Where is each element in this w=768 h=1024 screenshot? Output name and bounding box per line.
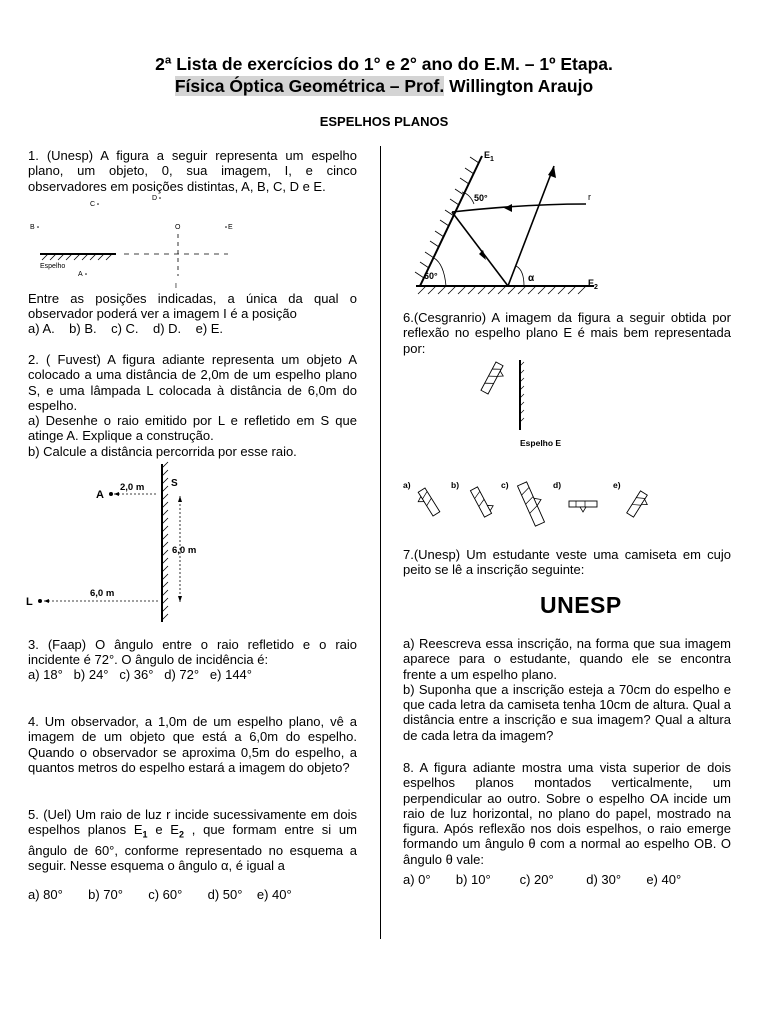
q6-option-c-figure bbox=[517, 479, 550, 526]
q5-e1-hatching bbox=[415, 157, 479, 278]
q6-option-b-figure bbox=[470, 485, 496, 518]
q5-label-e2: $E_2$ bbox=[588, 278, 598, 291]
question-7-item-b: b) Suponha que a inscrição esteja a 70cm do espelho e que cada letra da camiseta tenha 10cm de altura. Qual a distância entre a inscrição e sua imagem? Qual a altura de cada letra da imagem? bbox=[403, 681, 731, 743]
question-4-stem: 4. Um observador, a 1,0m de um espelho plano, vê a imagem de um objeto que está a 6,0m do espelho. Quando o observador se aproxima 0,5m do espelho, a quantos metros do espelho estará a imagem do objeto? bbox=[28, 714, 357, 775]
q5-text-3: , que formam entre si um ângulo de 60°, conforme representado no esquema a seguir. Nesse esquema o ângulo α, é igual a bbox=[28, 822, 357, 874]
q5-figure bbox=[404, 148, 614, 298]
q6-option-b-label: b) bbox=[451, 480, 460, 490]
q5-mirror-e1 bbox=[420, 156, 482, 286]
q1-point-d bbox=[159, 197, 161, 199]
q7-inscription: UNESP bbox=[540, 592, 622, 618]
question-2-stem: 2. ( Fuvest) A figura adiante representa um objeto A colocado a uma distância de 2,0m de um espelho plano S, e uma lâmpada L colocada à distância de 6,0m do espelho. bbox=[28, 352, 357, 413]
q6-option-d-label: d) bbox=[553, 480, 562, 490]
q5-label-60: 60° bbox=[424, 271, 438, 281]
question-2 bbox=[28, 352, 357, 459]
question-7-stem: 7.(Unesp) Um estudante veste uma camiseta em cujo peito se lê a inscrição seguinte: bbox=[403, 547, 731, 578]
q2-height-arrow-bottom bbox=[178, 596, 182, 602]
q5-label-50: 50° bbox=[474, 193, 488, 203]
q1-label-i: I bbox=[175, 283, 177, 290]
q1-label-d: D bbox=[152, 195, 158, 202]
q6-option-e-figure bbox=[627, 491, 652, 520]
q6-figure bbox=[478, 360, 598, 452]
q5-arc-alpha bbox=[516, 266, 524, 286]
q2-label-a: A bbox=[96, 489, 104, 501]
question-3-options: a) 18° b) 24° c) 36° d) 72° e) 144° bbox=[28, 667, 252, 682]
q6-option-d-figure bbox=[569, 501, 597, 512]
question-8-options: a) 0° b) 10° c) 20° d) 30° e) 40° bbox=[403, 872, 682, 887]
q1-point-c bbox=[97, 203, 99, 205]
column-divider bbox=[380, 146, 381, 939]
q1-figure bbox=[28, 192, 248, 292]
question-6-stem: 6.(Cesgranrio) A imagem da figura a seguir obtida por reflexão no espelho plano E é mais bem representada por: bbox=[403, 310, 731, 356]
q5-e2-hatching bbox=[418, 286, 586, 294]
question-5-options: a) 80° b) 70° c) 60° d) 50° e) 40° bbox=[28, 887, 292, 902]
q6-option-a-label: a) bbox=[403, 480, 411, 490]
subtitle-author: Willington Araujo bbox=[444, 76, 594, 96]
q2-distance-a-arrow bbox=[114, 492, 119, 496]
q6-option-c-label: c) bbox=[501, 480, 509, 490]
q1-point-b bbox=[37, 226, 39, 228]
question-1-stem: 1. (Unesp) A figura a seguir representa um espelho plano, um objeto, 0, sua imagem, I, e cinco observadores em posições distintas, A, B, C, D e E. bbox=[28, 148, 357, 194]
q1-label-a: A bbox=[78, 271, 83, 278]
q6-option-e-label: e) bbox=[613, 480, 621, 490]
question-1-question: Entre as posições indicadas, a única da qual o observador poderá ver a imagem I é a posição bbox=[28, 291, 357, 322]
q2-label-6m-l: 6,0 m bbox=[90, 588, 115, 599]
q1-point-a bbox=[85, 273, 87, 275]
question-3-stem: 3. (Faap) O ângulo entre o raio refletido e o raio incidente é 72°. O ângulo de incidência é: bbox=[28, 637, 357, 668]
question-2-item-b: b) Calcule a distância percorrida por esse raio. bbox=[28, 443, 297, 459]
q1-label-c: C bbox=[90, 201, 96, 208]
question-7-items bbox=[403, 636, 731, 743]
q5-text-2: e E bbox=[147, 822, 179, 838]
q2-object-a bbox=[109, 492, 113, 496]
q5-text-1: 5. (Uel) Um raio de luz r incide sucessivamente em dois espelhos planos E bbox=[28, 807, 357, 838]
q5-sub-2: 2 bbox=[178, 829, 184, 840]
q6-options-figure bbox=[403, 478, 663, 538]
page-title: 2ª Lista de exercícios do 1° e 2° ano do E.M. – 1º Etapa. bbox=[155, 54, 613, 74]
q5-incident-ray bbox=[452, 204, 586, 212]
q5-label-e1: $E_1$ bbox=[484, 150, 494, 163]
q1-point-e bbox=[225, 226, 227, 228]
q6-option-a-figure bbox=[414, 488, 440, 519]
section-title: ESPELHOS PLANOS bbox=[319, 114, 449, 129]
question-5-stem bbox=[28, 807, 357, 874]
question-8-stem: 8. A figura adiante mostra uma vista superior de dois espelhos planos montados verticalmente, um perpendicular ao outro. Sobre o espelho OA incide um raio de luz horizontal, no plano do papel, mostrado na figura. Após reflexão nos dois espelhos, o raio emerge formando um ângulo θ com a normal ao espelho OB. O ângulo θ vale: bbox=[403, 760, 731, 867]
question-7-item-a: a) Reescreva essa inscrição, na forma que sua imagem aparece para o estudante, quando ele se encontra frente a um espelho plano. bbox=[403, 636, 731, 682]
question-2-item-a: a) Desenhe o raio emitido por L e refletido em S que atinge A. Explique a construção. bbox=[28, 413, 357, 444]
q5-sub-1: 1 bbox=[142, 829, 148, 840]
q2-label-l: L bbox=[26, 596, 33, 608]
q5-label-r: r bbox=[588, 192, 591, 202]
q5-incident-arrow bbox=[504, 204, 512, 212]
q6-mirror-label: Espelho E bbox=[520, 438, 562, 448]
q2-distance-l-arrow bbox=[44, 599, 49, 603]
q1-label-e: E bbox=[228, 224, 233, 231]
question-1-options: a) A. b) B. c) C. d) D. e) E. bbox=[28, 321, 224, 336]
q2-label-s: S bbox=[171, 478, 178, 489]
q1-mirror-label: Espelho bbox=[40, 263, 66, 270]
q5-ray-3-arrow bbox=[548, 166, 556, 178]
q5-label-alpha: α bbox=[528, 273, 535, 284]
q2-height-arrow-top bbox=[178, 496, 182, 502]
q6-object bbox=[481, 362, 508, 396]
q5-ray-segment-3 bbox=[508, 166, 554, 286]
q5-ray-segment-2 bbox=[452, 212, 508, 286]
subtitle-highlight: Física Óptica Geométrica – Prof. bbox=[174, 76, 445, 96]
q1-label-b: B bbox=[30, 224, 35, 231]
q1-label-o: O bbox=[175, 224, 181, 231]
q2-label-2m: 2,0 m bbox=[120, 482, 145, 493]
page-subtitle bbox=[0, 75, 768, 97]
q2-figure bbox=[26, 462, 246, 622]
q2-lamp-l bbox=[38, 599, 42, 603]
q2-label-6m-height: 6,0 m bbox=[172, 545, 197, 556]
